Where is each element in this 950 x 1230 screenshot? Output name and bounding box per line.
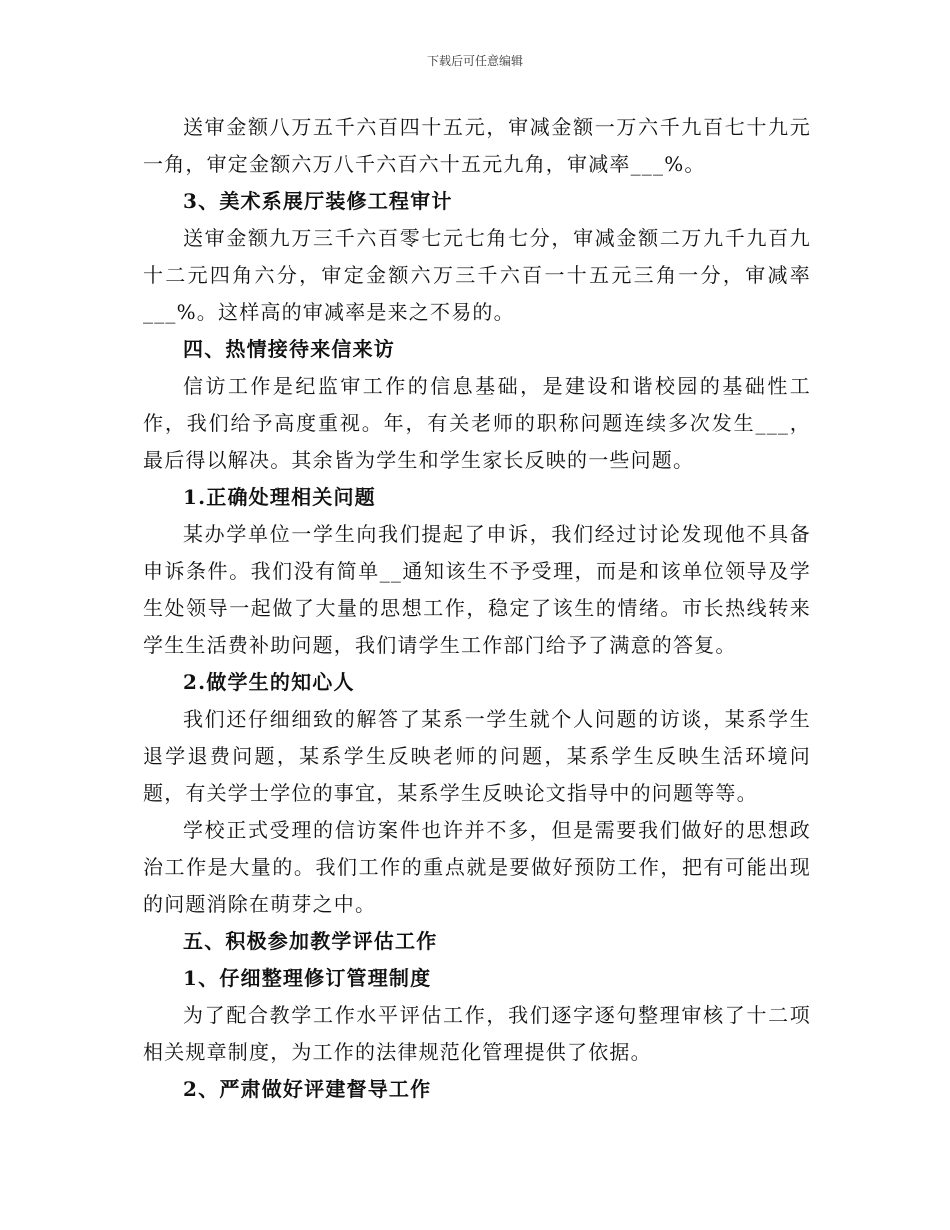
heading-section-five: 五、积极参加教学评估工作 [183,929,438,953]
heading-section-four: 四、热情接待来信来访 [183,337,395,361]
paragraph-handle-issues: 某办学单位一学生向我们提起了申诉，我们经过讨论发现他不具备申诉条件。我们没有简单__通知该生不予受理，而是和该单位领导及学生处领导一起做了大量的思想工作，稳定了该生的情绪。市长热线转来学生生活费补助问题，我们请学生工作部门给予了满意的答复。 [143,522,811,657]
heading-art-hall-audit: 3、美术系展厅装修工程审计 [183,189,453,213]
page-header: 下载后可任意编辑 [426,54,523,68]
paragraph-art-hall-amounts: 送审金额九万三千六百零七元七角七分，审减金额二万九千九百九十二元四角六分，审定金额六万三千六百一十五元三角一分，审减率___%。这样高的审减率是来之不易的。 [143,226,811,324]
heading-supervision: 2、严肃做好评建督导工作 [183,1077,432,1101]
heading-handle-issues: 1.正确处理相关问题 [183,485,376,509]
heading-revise-rules: 1、仔细整理修订管理制度 [183,966,432,990]
paragraph-student-issues: 我们还仔细细致的解答了某系一学生就个人问题的访谈，某系学生退学退费问题，某系学生反映老师的问题，某系学生反映生活环境问题，有关学士学位的事宜，某系学生反映论文指导中的问题等等。 [143,707,811,805]
paragraph-revise-rules: 为了配合教学工作水平评估工作，我们逐字逐句整理审核了十二项相关规章制度，为工作的法律规范化管理提供了依据。 [143,1003,811,1064]
paragraph-audit-amounts-2: 送审金额八万五千六百四十五元，审减金额一万六千九百七十九元一角，审定金额六万八千六百六十五元九角，审减率___%。 [143,115,811,176]
paragraph-petition-work: 信访工作是纪监审工作的信息基础，是建设和谐校园的基础性工作，我们给予高度重视。年，有关老师的职称问题连续多次发生___，最后得以解决。其余皆为学生和学生家长反映的一些问题。 [143,374,811,472]
paragraph-prevention: 学校正式受理的信访案件也许并不多，但是需要我们做好的思想政治工作是大量的。我们工作的重点就是要做好预防工作，把有可能出现的问题消除在萌芽之中。 [143,818,811,916]
heading-student-confidant: 2.做学生的知心人 [183,670,355,694]
document-body [143,109,811,1108]
